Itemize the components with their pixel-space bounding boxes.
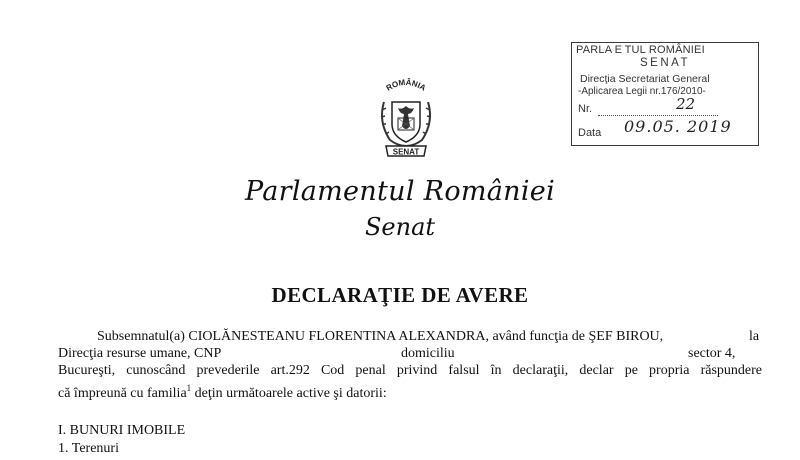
stamp-date-value: 09.05. 2019 [624, 117, 732, 136]
subsection-heading-land: 1. Terenuri [58, 441, 119, 456]
emblem-banner-text: SENAT [392, 147, 420, 157]
document-title: DECLARAŢIE DE AVERE [271, 283, 529, 307]
body-line-4 [58, 380, 387, 402]
body-line-4-end: deţin următoarele active şi datorii: [191, 386, 387, 401]
body-line-4-start: că împreună cu familia [58, 386, 187, 401]
stamp-parliament: PARLA E TUL ROMÂNIEI [576, 44, 705, 56]
body-line-1: Subsemnatul(a) CIOLĂNESTEANU FLORENTINA ALEXANDRA, având funcţia de ŞEF BIROU, [97, 329, 664, 344]
registration-stamp [571, 42, 759, 146]
footnote-marker: 1 [186, 383, 192, 393]
body-line-2-directorate: Direcţia resurse umane, CNP [58, 346, 222, 361]
body-line-2-sector: sector 4, [688, 346, 736, 361]
body-line-3: Bucureşti, cunoscând prevederile art.292 Cod penal privind falsul în declaraţii, declar pe propria răspundere [58, 363, 762, 378]
stamp-nr-value: 22 [676, 95, 696, 113]
stamp-law-reference: -Aplicarea Legii nr.176/2010- [578, 86, 706, 97]
body-line-2-domicile: domiciliu [401, 346, 455, 361]
section-heading-real-estate: I. BUNURI IMOBILE [58, 423, 186, 438]
chamber-heading: Senat [364, 213, 436, 241]
emblem-arc-text: ROMÂNIA [384, 77, 428, 93]
stamp-directorate: Direcţia Secretariat General [580, 73, 710, 85]
stamp-nr-label: Nr. [578, 103, 593, 115]
senate-coat-of-arms-icon [368, 66, 444, 162]
stamp-nr-dotted-line [598, 115, 718, 116]
stamp-senate: SENAT [640, 57, 690, 69]
senate-emblem [368, 66, 444, 162]
institution-heading: Parlamentul României [244, 176, 556, 207]
stamp-date-label: Data [578, 127, 602, 139]
body-line-1-end: la [749, 329, 760, 344]
